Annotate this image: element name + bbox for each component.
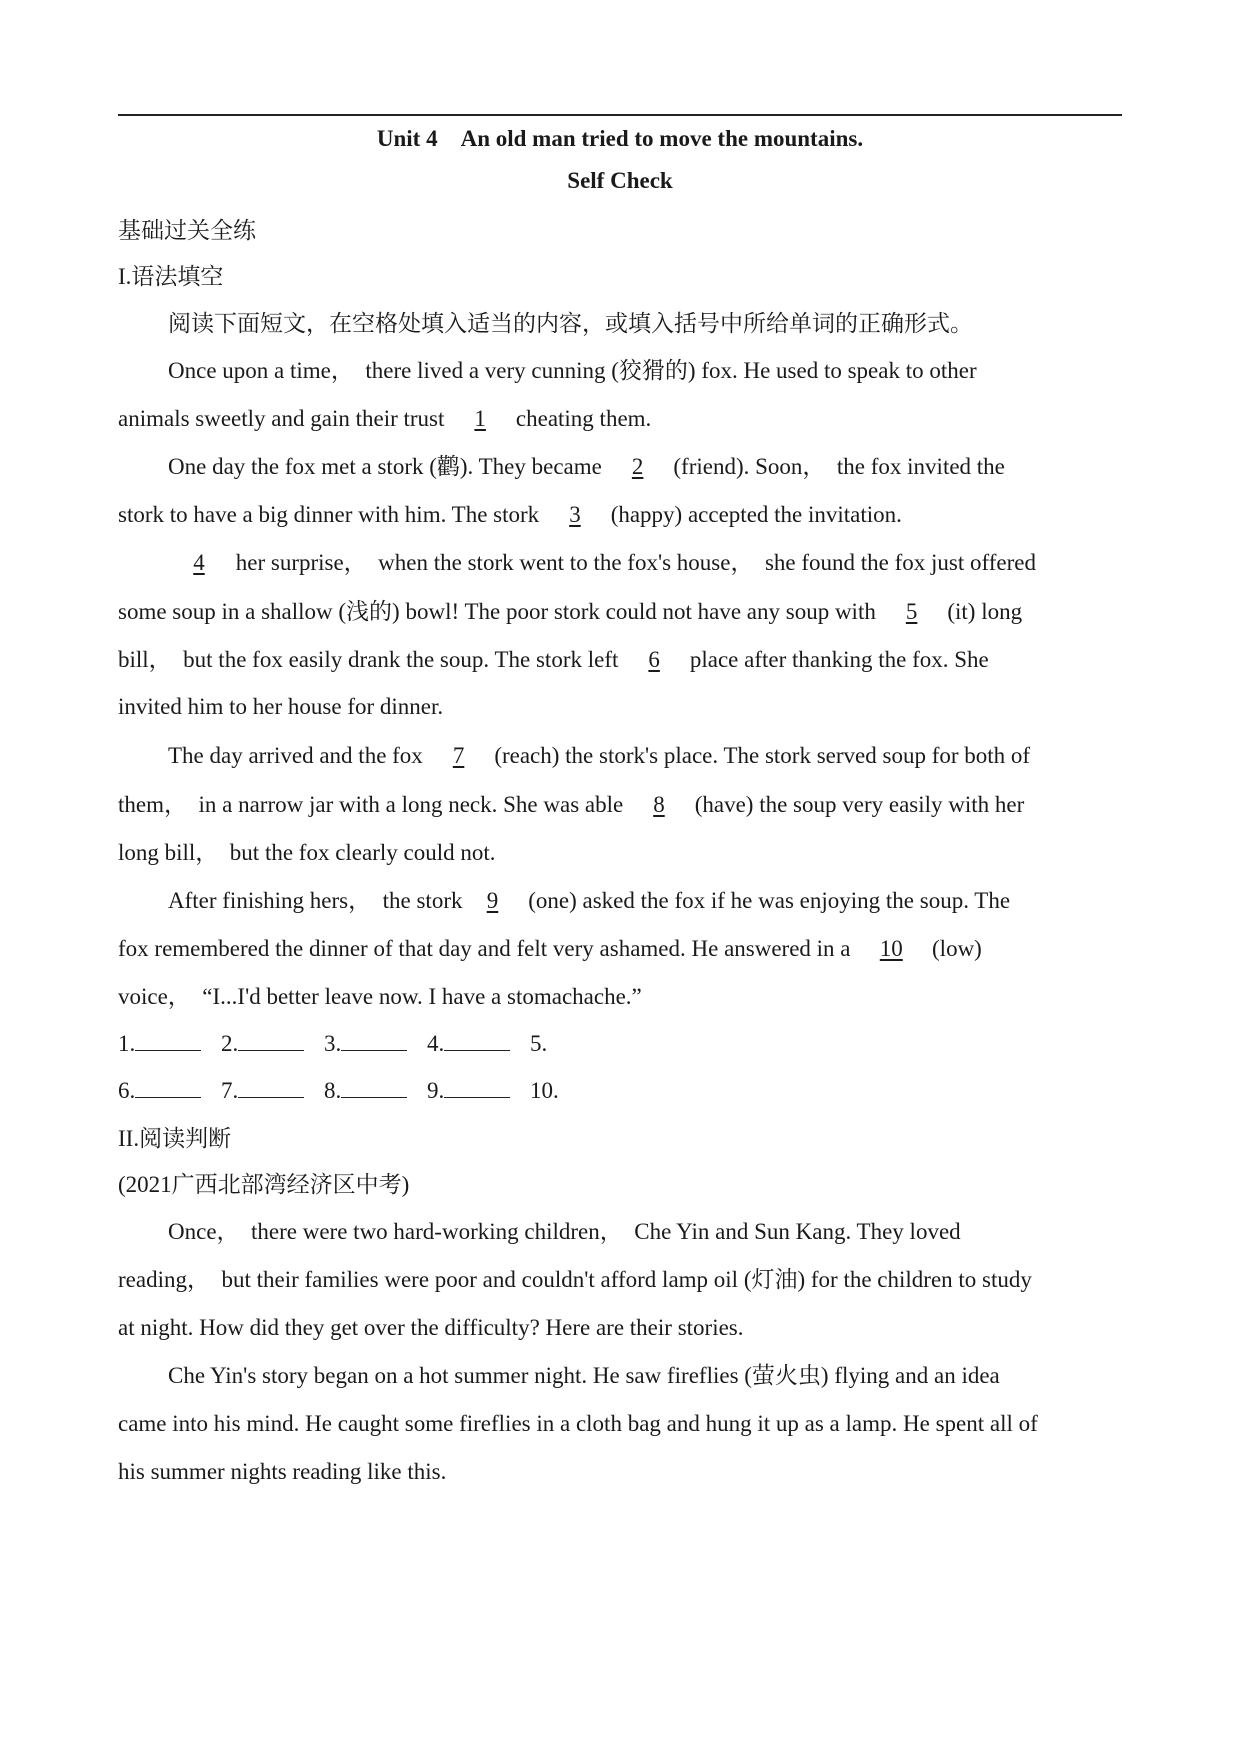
passage-line: After finishing hers， the stork 9 (one) asked the fox if he was enjoying the soup. The bbox=[168, 886, 1010, 916]
blank-1: 1 bbox=[474, 406, 486, 431]
blank-5: 5 bbox=[905, 599, 918, 624]
passage-line: fox remembered the dinner of that day and felt very ashamed. He answered in a 10 (low) bbox=[118, 934, 982, 964]
passage-line: reading， but their families were poor and couldn't afford lamp oil (灯油) for the children to study bbox=[118, 1267, 1032, 1292]
blank-9: 9 bbox=[486, 888, 499, 913]
blank-4: 4 bbox=[193, 550, 205, 575]
passage-line: stork to have a big dinner with him. The stork 3 (happy) accepted the invitation. bbox=[118, 500, 902, 530]
passage-line: 4 her surprise， when the stork went to the fox's house， she found the fox just offered bbox=[168, 548, 1036, 578]
answer-field-6[interactable] bbox=[135, 1077, 201, 1098]
passage-line: voice， “I...I'd better leave now. I have a stomachache.” bbox=[118, 984, 642, 1009]
header-rule bbox=[118, 114, 1122, 116]
part1-instruction: 阅读下面短文，在空格处填入适当的内容，或填入括号中所给单词的正确形式。 bbox=[168, 311, 973, 336]
part2-heading: II.阅读判断 bbox=[118, 1126, 232, 1151]
answer-field-3[interactable] bbox=[341, 1030, 407, 1051]
section-label: 基础过关全练 bbox=[118, 218, 256, 243]
passage-line: came into his mind. He caught some fireflies in a cloth bag and hung it up as a lamp. He spent all of bbox=[118, 1411, 1038, 1436]
passage-line: The day arrived and the fox 7 (reach) the stork's place. The stork served soup for both of bbox=[168, 741, 1030, 771]
unit-title: Unit 4 An old man tried to move the mountains. bbox=[376, 126, 864, 151]
passage-line: long bill， but the fox clearly could not. bbox=[118, 840, 496, 865]
answer-row-2: 6. 7. 8. 9. 10. bbox=[118, 1078, 559, 1103]
page-subtitle: Self Check bbox=[567, 168, 673, 193]
blank-8: 8 bbox=[653, 792, 665, 817]
answer-field-4[interactable] bbox=[444, 1030, 510, 1051]
passage-line: animals sweetly and gain their trust 1 cheating them. bbox=[118, 404, 651, 434]
blank-2: 2 bbox=[631, 454, 644, 479]
passage-line: Once upon a time， there lived a very cunning (狡猾的) fox. He used to speak to other bbox=[168, 358, 977, 383]
passage-line: bill， but the fox easily drank the soup. The stork left 6 place after thanking the fox. She bbox=[118, 645, 989, 675]
answer-row-1: 1. 2. 3. 4. 5. bbox=[118, 1031, 548, 1056]
passage-line: some soup in a shallow (浅的) bowl! The poor stork could not have any soup with 5 (it) long bbox=[118, 597, 1022, 627]
passage-line: invited him to her house for dinner. bbox=[118, 694, 444, 719]
blank-3: 3 bbox=[569, 502, 581, 527]
passage-line: his summer nights reading like this. bbox=[118, 1459, 447, 1484]
passage-line: One day the fox met a stork (鹳). They became 2 (friend). Soon， the fox invited the bbox=[168, 452, 1005, 482]
blank-10: 10 bbox=[879, 936, 903, 961]
blank-6: 6 bbox=[648, 647, 660, 672]
passage-line: them， in a narrow jar with a long neck. She was able 8 (have) the soup very easily with her bbox=[118, 790, 1024, 820]
passage-line: Once， there were two hard-working children， Che Yin and Sun Kang. They loved bbox=[168, 1219, 961, 1244]
part2-source: (2021广西北部湾经济区中考) bbox=[118, 1172, 410, 1197]
answer-field-2[interactable] bbox=[238, 1030, 304, 1051]
answer-field-9[interactable] bbox=[444, 1077, 510, 1098]
blank-7: 7 bbox=[452, 743, 465, 768]
answer-field-8[interactable] bbox=[341, 1077, 407, 1098]
answer-field-7[interactable] bbox=[238, 1077, 304, 1098]
passage-line: Che Yin's story began on a hot summer night. He saw fireflies (萤火虫) flying and an idea bbox=[168, 1363, 1000, 1388]
passage-line: at night. How did they get over the difficulty? Here are their stories. bbox=[118, 1315, 744, 1340]
part1-heading: I.语法填空 bbox=[118, 264, 224, 289]
answer-field-1[interactable] bbox=[135, 1030, 201, 1051]
